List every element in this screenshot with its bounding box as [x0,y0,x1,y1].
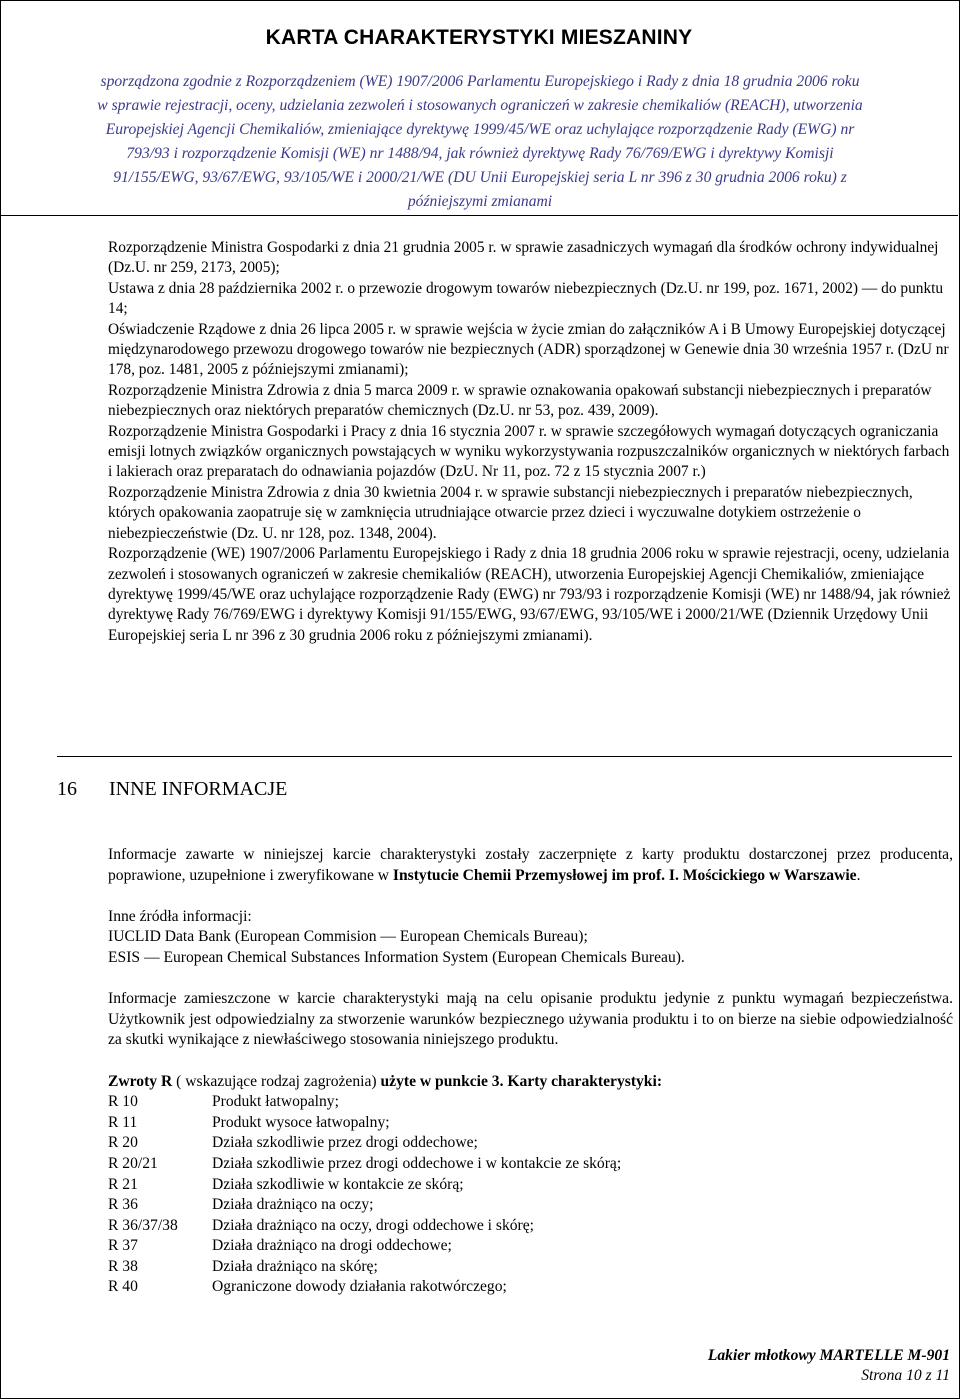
product-name: Lakier młotkowy MARTELLE M-901 [707,1347,950,1364]
source-item: IUCLID Data Bank (European Commision ― European Chemicals Bureau); [108,928,588,946]
r-text: Działa szkodliwie w kontakcie ze skórą; [212,1175,464,1193]
r-code: R 11 [108,1113,138,1131]
section-number: 16 [57,778,77,800]
list-item [108,1216,953,1237]
section-body [108,845,953,1298]
list-item [108,1133,953,1154]
list-item [108,1257,953,1278]
subtitle-line: Europejskiej Agencji Chemikaliów, zmieniające dyrektywę 1999/45/WE oraz uchylające rozporządzenie Rady (EWG) nr [105,121,855,138]
legal-paragraph: Rozporządzenie Ministra Gospodarki i Pracy z dnia 16 stycznia 2007 r. w sprawie szczegółowych wymagań dotyczących ograniczania emisji lotnych związków organicznych powstających w wyniku wykorzystywania rozpuszczalników organicznych w niektórych farbach i lakierach oraz preparatach do odnawiania pojazdów (DzU. Nr 11, poz. 72 z 15 stycznia 2007 r.) [108,422,950,481]
r-text: Produkt łatwopalny; [212,1093,339,1111]
r-code: R 10 [108,1093,138,1111]
r-phrases-list [108,1092,953,1298]
r-code: R 40 [108,1278,138,1296]
r-heading-bold-2: użyte w punkcie 3. Karty charakterystyki: [380,1072,663,1090]
disclaimer-paragraph: Informacje zamieszczone w karcie charakterystyki mają na celu opisanie produktu jedynie z punktu wymagań bezpieczeństwa. Użytkownik jest odpowiedzialny za stworzenie warunków bezpiecznego używania produktu i to on bierze na siebie odpowiedzialność za skutki wynikające z niewłaściwego stosowania niniejszego produktu. [108,990,953,1049]
info-text-end: . [856,866,861,884]
document-title: KARTA CHARAKTERYSTYKI MIESZANINY [265,26,693,49]
info-text: Informacje zawarte w niniejszej karcie charakterystyki zostały zaczerpnięte z karty produktu dostarczonej przez producenta, poprawione, uzupełnione i zweryfikowane w [108,846,953,884]
institute-name: Instytucie Chemii Przemysłowej im prof. I. Mościckiego w Warszawie [392,866,857,884]
subtitle-line: 91/155/EWG, 93/67/EWG, 93/105/WE i 2000/21/WE (DU Unii Europejskiej seria L nr 396 z 30 grudnia 2006 roku) z [113,169,847,186]
r-code: R 36/37/38 [108,1216,178,1234]
list-item [108,1195,953,1216]
source-item: ESIS ― European Chemical Substances Information System (European Chemicals Bureau). [108,948,685,966]
legal-paragraph: Rozporządzenie (WE) 1907/2006 Parlamentu Europejskiego i Rady z dnia 18 grudnia 2006 roku w sprawie rejestracji, oceny, udzielania zezwoleń i stosowanych ograniczeń w zakresie chemikaliów (REACH), utworzenia Europejskiej Agencji Chemikaliów, zmieniające dyrektywę 1999/45/WE oraz uchylające rozporządzenie Rady (EWG) nr 793/93 i rozporządzenie Komisji (WE) nr 1488/94, jak również dyrektywę Rady 76/769/EWG i dyrektywy Komisji 91/155/EWG, 93/67/EWG, 93/105/WE i 2000/21/WE (Dziennik Urzędowy Unii Europejskiej seria L nr 396 z 30 grudnia 2006 roku z późniejszymi zmianami). [108,545,951,644]
subtitle-line: sporządzona zgodnie z Rozporządzeniem (WE) 1907/2006 Parlamentu Europejskiego i Rady z dnia 18 grudnia 2006 roku [100,73,860,90]
sources-block [108,907,953,969]
r-text: Działa drażniąco na oczy; [212,1196,374,1214]
page-footer [708,1346,950,1386]
r-code: R 37 [108,1237,138,1255]
r-text: Działa drażniąco na skórę; [212,1257,378,1275]
list-item [108,1092,953,1113]
document-subtitle [40,70,920,214]
legal-paragraph: Rozporządzenie Ministra Gospodarki z dnia 21 grudnia 2005 r. w sprawie zasadniczych wymagań dla środków ochrony indywidualnej (Dz.U. nr 259, 2173, 2005); [108,239,939,277]
subtitle-line: późniejszymi zmianami [407,193,553,210]
section-title: INNE INFORMACJE [109,778,288,800]
r-code: R 36 [108,1196,138,1214]
r-heading-bold: Zwroty R [108,1072,173,1090]
r-code: R 20 [108,1134,138,1152]
legal-paragraph: Rozporządzenie Ministra Zdrowia z dnia 30 kwietnia 2004 r. w sprawie substancji niebezpiecznych i preparatów niebezpiecznych, których opakowania zaopatruje się w zamknięcia utrudniające otwarcie przez dzieci i wyczuwalne dotykiem ostrzeżenie o niebezpieczeństwie (Dz. U. nr 128, poz. 1348, 2004). [108,483,913,542]
r-heading-text: ( wskazujące rodzaj zagrożenia) [172,1072,381,1090]
r-code: R 21 [108,1175,138,1193]
r-code: R 38 [108,1257,138,1275]
r-text: Działa szkodliwie przez drogi oddechowe; [212,1134,478,1152]
list-item [108,1154,953,1175]
r-text: Działa drażniąco na drogi oddechowe; [212,1237,452,1255]
page-number: Strona 10 z 11 [861,1367,950,1384]
legal-paragraph: Ustawa z dnia 28 października 2002 r. o przewozie drogowym towarów niebezpiecznych (Dz.U. nr 199, poz. 1671, 2002) ― do punktu 14; [108,279,944,318]
r-text: Ograniczone dowody działania rakotwórczego; [212,1278,507,1296]
section-heading [57,778,287,801]
section-divider [57,756,952,757]
document-header [0,0,958,216]
list-item [108,1277,953,1298]
legal-paragraph: Oświadczenie Rządowe z dnia 26 lipca 2005 r. w sprawie wejścia w życie zmian do załączników A i B Umowy Europejskiej dotyczącej międzynarodowego przewozu drogowego towarów nie bezpiecznych (ADR) sporządzonej w Genewie dnia 30 września 1957 r. (DzU nr 178, poz. 1481, 2005 z późniejszymi zmianami); [108,320,949,379]
legal-paragraph: Rozporządzenie Ministra Zdrowia z dnia 5 marca 2009 r. w sprawie oznakowania opakowań substancji niebezpiecznych i preparatów niebezpiecznych oraz niektórych preparatów chemicznych (Dz.U. nr 53, poz. 439, 2009). [108,381,932,420]
subtitle-line: w sprawie rejestracji, oceny, udzielania zezwoleń i stosowanych ograniczeń w zakresie chemikaliów (REACH), utworzenia [97,97,863,114]
legal-references [108,238,953,646]
r-text: Działa drażniąco na oczy, drogi oddechowe i skórę; [212,1216,534,1234]
info-paragraph [108,845,953,886]
r-text: Działa szkodliwie przez drogi oddechowe i w kontakcie ze skórą; [212,1154,622,1172]
r-code: R 20/21 [108,1154,158,1172]
subtitle-line: 793/93 i rozporządzenie Komisji (WE) nr 1488/94, jak również dyrektywę Rady 76/769/EWG i dyrektywy Komisji [126,145,834,162]
sources-heading: Inne źródła informacji: [108,907,252,925]
list-item [108,1175,953,1196]
list-item [108,1236,953,1257]
list-item [108,1113,953,1134]
r-text: Produkt wysoce łatwopalny; [212,1113,390,1131]
r-phrases-heading [108,1072,953,1093]
